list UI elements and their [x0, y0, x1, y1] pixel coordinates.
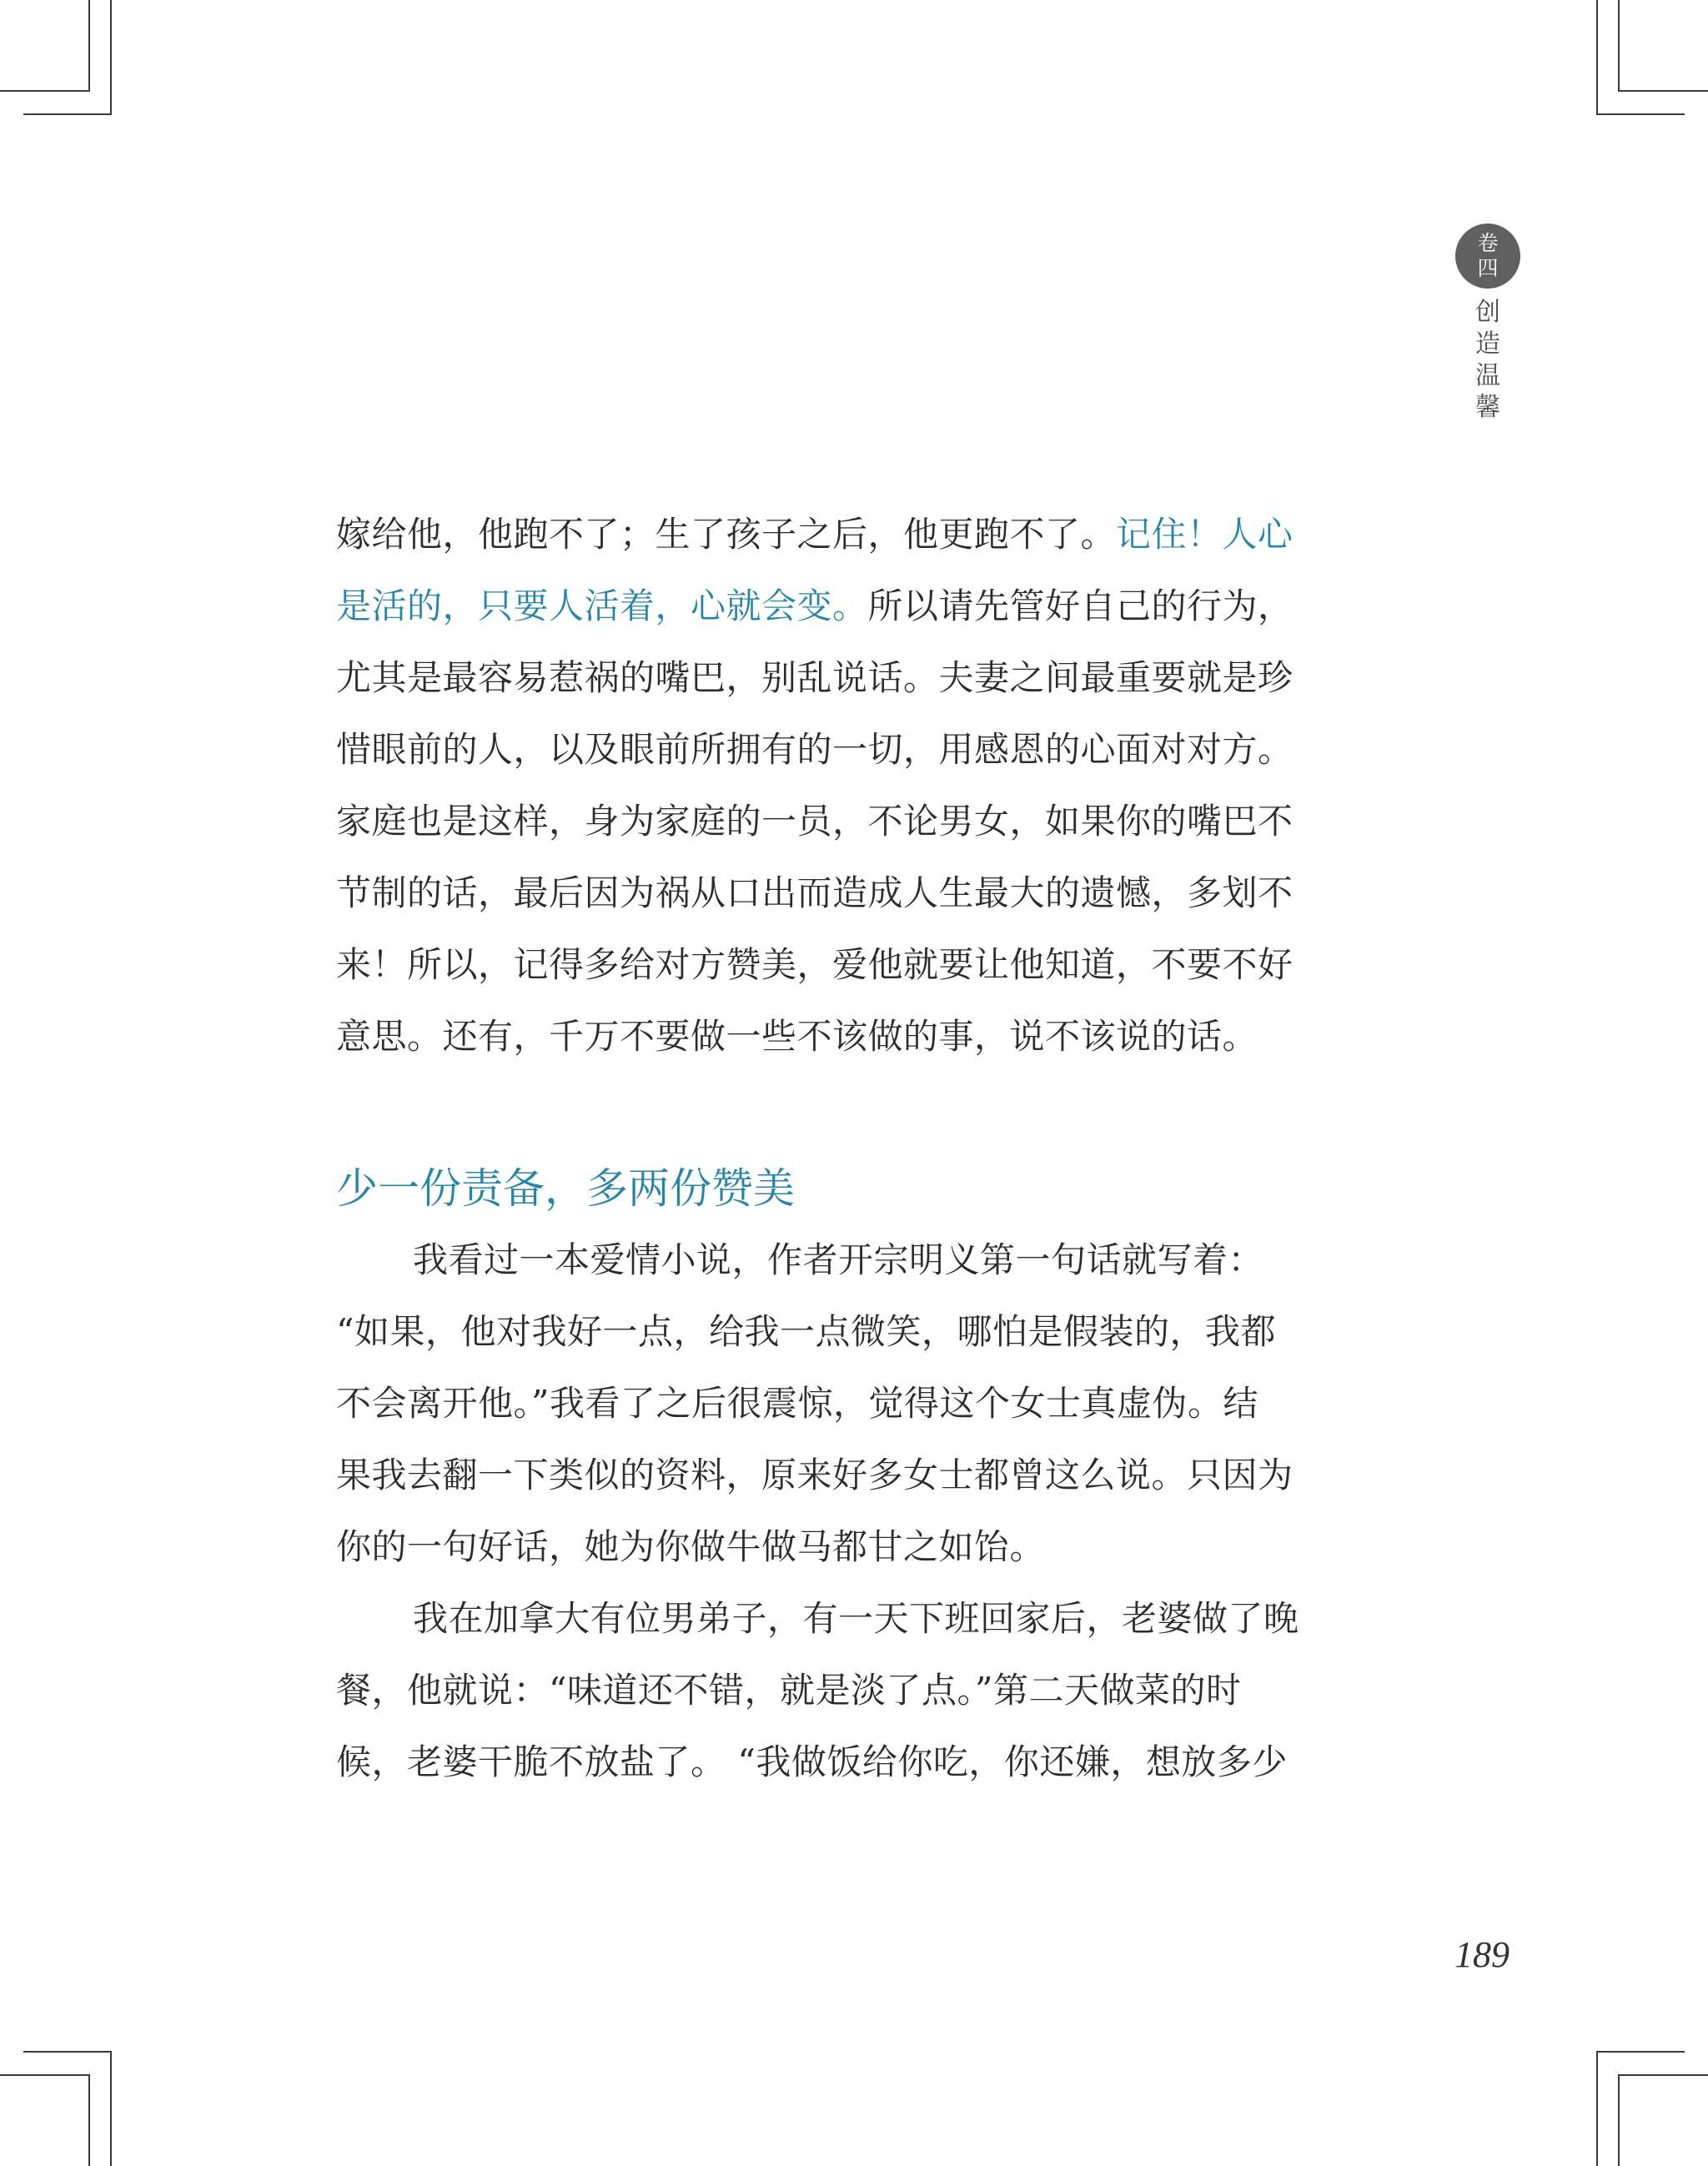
text-line: “如果，他对我好一点，给我一点微笑，哪怕是假装的，我都 [336, 1311, 1276, 1352]
text-line [336, 642, 1374, 714]
text-run: 惜眼前的人，以及眼前所拥有的一切，用感恩的心面对对方。 [336, 729, 1294, 770]
chapter-title-char: 创 [1475, 298, 1500, 327]
text-line [336, 1001, 1374, 1073]
crop-mark-top-right-v2 [1618, 0, 1620, 92]
crop-mark-bottom-right-h2 [1618, 2074, 1708, 2076]
crop-mark-top-left-v2 [88, 0, 90, 92]
chapter-title-char: 馨 [1475, 393, 1500, 422]
crop-mark-top-left-h [23, 113, 112, 115]
text-run: 家庭也是这样，身为家庭的一员，不论男女，如果你的嘴巴不 [336, 801, 1294, 842]
text-run: 尤其是最容易惹祸的嘴巴，别乱说话。夫妻之间最重要就是珍 [336, 657, 1294, 698]
crop-mark-bottom-right-v2 [1618, 2074, 1620, 2166]
text-line: 不会离开他。”我看了之后很震惊，觉得这个女士真虚伪。结 [336, 1383, 1258, 1424]
text-line [336, 929, 1374, 1001]
crop-mark-bottom-right-v [1596, 2051, 1598, 2166]
text-line: 候，老婆干脆不放盐了。 “我做饭给你吃，你还嫌，想放多少 [336, 1741, 1288, 1782]
chapter-volume-badge [1455, 224, 1520, 289]
text-line [336, 499, 1374, 570]
crop-mark-top-right-h [1596, 113, 1685, 115]
volume-char: 卷 [1477, 231, 1499, 255]
crop-mark-bottom-left-h [23, 2051, 112, 2053]
text-line: 我在加拿大有位男弟子，有一天下班回家后，老婆做了晚 [413, 1598, 1299, 1639]
crop-mark-top-left-h2 [0, 90, 90, 92]
paragraph-1 [336, 499, 1374, 1073]
crop-mark-bottom-left-h2 [0, 2074, 90, 2076]
text-run: 来！所以，记得多给对方赞美，爱他就要让他知道，不要不好 [336, 944, 1294, 985]
text-line [336, 570, 1374, 642]
chapter-tab [1454, 224, 1522, 424]
text-line: 餐，他就说：“味道还不错，就是淡了点。”第二天做菜的时 [336, 1670, 1242, 1711]
volume-char: 四 [1477, 256, 1499, 280]
chapter-title-char: 造 [1475, 329, 1500, 359]
highlighted-text: 记住！人心 [1116, 514, 1294, 555]
section-heading: 少一份责备，多两份赞美 [336, 1164, 795, 1213]
crop-mark-bottom-left-v2 [88, 2074, 90, 2166]
crop-mark-top-left-v [110, 0, 112, 115]
paragraph-2 [336, 1224, 1374, 1583]
chapter-title-char: 温 [1475, 361, 1500, 390]
text-run: 所以请先管好自己的行为， [867, 585, 1294, 626]
text-line: 你的一句好话，她为你做牛做马都甘之如饴。 [336, 1526, 1046, 1567]
page-content [336, 499, 1374, 1798]
crop-mark-bottom-right-h [1596, 2051, 1685, 2053]
text-run: 节制的话，最后因为祸从口出而造成人生最大的遗憾，多划不 [336, 872, 1294, 913]
text-line [336, 786, 1374, 857]
page-number: 189 [1454, 1934, 1510, 1975]
text-line: 我看过一本爱情小说，作者开宗明义第一句话就写着： [413, 1239, 1264, 1280]
text-run: 意思。还有，千万不要做一些不该做的事，说不该说的话。 [336, 1016, 1258, 1057]
highlighted-text: 是活的，只要人活着，心就会变。 [336, 585, 868, 626]
crop-mark-top-right-h2 [1618, 90, 1708, 92]
text-run: 嫁给他，他跑不了；生了孩子之后，他更跑不了。 [336, 514, 1117, 555]
crop-mark-top-right-v [1596, 0, 1598, 115]
chapter-title [1454, 297, 1522, 424]
text-line [336, 857, 1374, 929]
paragraph-3 [336, 1583, 1374, 1798]
text-line [336, 714, 1374, 786]
crop-mark-bottom-left-v [110, 2051, 112, 2166]
text-line: 果我去翻一下类似的资料，原来好多女士都曾这么说。只因为 [336, 1455, 1294, 1495]
